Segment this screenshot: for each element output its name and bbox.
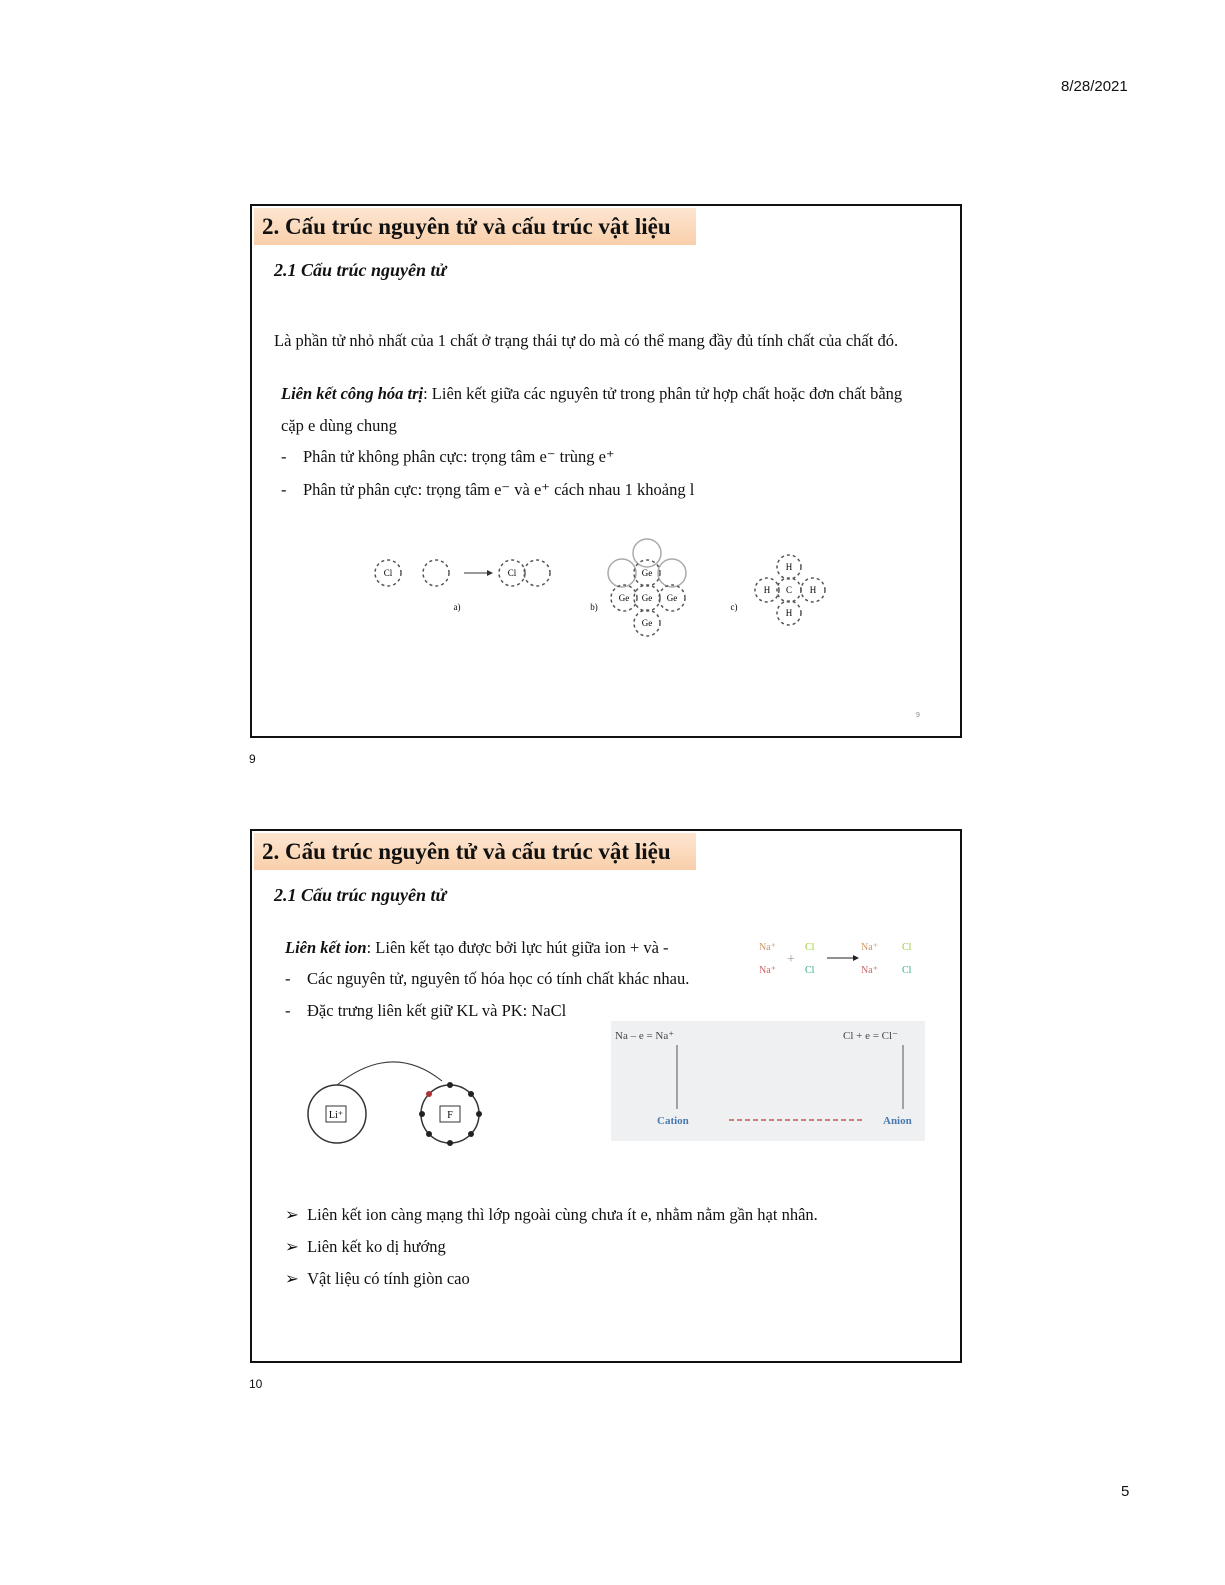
ion-diagram xyxy=(611,1021,925,1141)
label-ge: Ge xyxy=(666,593,678,603)
label-li: Li⁺ xyxy=(328,1110,344,1121)
label-h: H xyxy=(785,608,793,618)
bullet: Các nguyên tử, nguyên tố hóa học có tính chất khác nhau. xyxy=(307,969,690,988)
covalent-text: : Liên kết giữa các nguyên tử trong phân tử hợp chất hoặc đơn chất bằng xyxy=(423,384,903,403)
label-na: Na⁺ xyxy=(861,942,878,953)
label-cl: Cl xyxy=(383,568,393,578)
label-c-part: c) xyxy=(730,602,738,612)
label-ge: Ge xyxy=(641,568,653,578)
inner-slide-number: 9 xyxy=(916,712,920,719)
slide-subtitle: 2.1 Cấu trúc nguyên tử xyxy=(274,885,447,905)
slide-number: 10 xyxy=(249,1377,263,1391)
cl-equation: Cl + e = Cl⁻ xyxy=(843,1030,898,1042)
label-ge: Ge xyxy=(618,593,630,603)
bullet: Phân tử không phân cực: trọng tâm e⁻ trùng e⁺ xyxy=(303,447,615,466)
bullet: Đặc trưng liên kết giữ KL và PK: NaCl xyxy=(307,1001,567,1020)
arrow-bullet: Liên kết ion càng mạng thì lớp ngoài cùng chưa ít e, nhằm nằm gần hạt nhân. xyxy=(307,1205,818,1224)
label-na: Na⁺ xyxy=(759,942,776,953)
label-cl: Cl xyxy=(805,942,815,953)
label-h: H xyxy=(809,585,817,595)
slide-number: 9 xyxy=(249,752,256,766)
cation-label: Cation xyxy=(657,1115,689,1127)
bullet: Phân tử phân cực: trọng tâm e⁻ và e⁺ cách nhau 1 khoảng l xyxy=(303,480,695,499)
label-h: H xyxy=(763,585,771,595)
svg-text:+: + xyxy=(787,952,795,967)
nacl-formation-figure xyxy=(757,936,922,986)
covalent-label: Liên kết công hóa trị xyxy=(281,384,424,403)
label-na: Na⁺ xyxy=(759,965,776,976)
label-c: C xyxy=(785,585,793,595)
label-cl: Cl xyxy=(902,942,912,953)
label-ge: Ge xyxy=(641,618,653,628)
label-b: b) xyxy=(590,602,598,612)
label-f: F xyxy=(447,1110,453,1121)
label-cl: Cl xyxy=(902,965,912,976)
slide-subtitle: 2.1 Cấu trúc nguyên tử xyxy=(274,260,447,280)
anion-label: Anion xyxy=(883,1115,912,1127)
arrow-bullet: Liên kết ko dị hướng xyxy=(307,1237,446,1256)
arrow-bullet: Vật liệu có tính giòn cao xyxy=(307,1269,470,1288)
covalent-bond-figure xyxy=(362,531,842,651)
label-a: a) xyxy=(453,602,461,612)
page-number: 5 xyxy=(1121,1483,1130,1500)
covalent-text-2: cặp e dùng chung xyxy=(281,416,397,435)
label-cl: Cl xyxy=(805,965,815,976)
definition-text: Là phần tử nhỏ nhất của 1 chất ở trạng thái tự do mà có thể mang đầy đủ tính chất của chất đó. xyxy=(274,331,899,350)
label-h: H xyxy=(785,562,793,572)
ionic-text: : Liên kết tạo được bởi lực hút giữa ion + và - xyxy=(366,938,669,957)
slide-title: 2. Cấu trúc nguyên tử và cấu trúc vật liệu xyxy=(254,833,696,870)
slide-title: 2. Cấu trúc nguyên tử và cấu trúc vật liệu xyxy=(254,208,696,245)
na-equation: Na – e = Na⁺ xyxy=(615,1030,675,1042)
lif-ionic-figure xyxy=(302,1046,502,1156)
slide-9: 2. Cấu trúc nguyên tử và cấu trúc vật liệu 2.1 Cấu trúc nguyên tử Là phần tử nhỏ nhất của 1 chất ở trạng thái tự do mà có thể mang đầy đủ tính chất của chất đó. Liên kết công hóa trị: Liên kết giữa các nguyên tử trong phân tử hợp chất hoặc đơn chất bằng cặp e dùng chung - Phân tử không phân cực: trọng tâm e⁻ trùng e⁺ - Phân tử phân cực: trọng tâm e⁻ và e⁺ cách nhau 1 khoảng l Cl Cl Ge Ge Ge Ge Ge H H C H H a) b) c) 9 xyxy=(250,204,962,738)
date: 8/28/2021 xyxy=(1061,78,1128,95)
slide-10: 2. Cấu trúc nguyên tử và cấu trúc vật liệu 2.1 Cấu trúc nguyên tử Liên kết ion: Liên kết tạo được bởi lực hút giữa ion + và - - Các nguyên tử, nguyên tố hóa học có tính chất khác nhau. - Đặc trưng liên kết giữ KL và PK: NaCl Na⁺ Na⁺ Cl Cl Na⁺ Na⁺ Cl Cl + Na – e = Na⁺ Cl + e = Cl⁻ Cation Anion Li⁺ F ➢ Liên kết ion càng mạng thì lớp ngoài cùng chưa ít e, nhằm nằm gần hạt nhân. ➢ Liên kết ko dị hướng ➢ Vật liệu có tính giòn cao xyxy=(250,829,962,1363)
ionic-label: Liên kết ion xyxy=(285,938,367,957)
label-cl: Cl xyxy=(507,568,517,578)
label-na: Na⁺ xyxy=(861,965,878,976)
label-ge: Ge xyxy=(641,593,653,603)
